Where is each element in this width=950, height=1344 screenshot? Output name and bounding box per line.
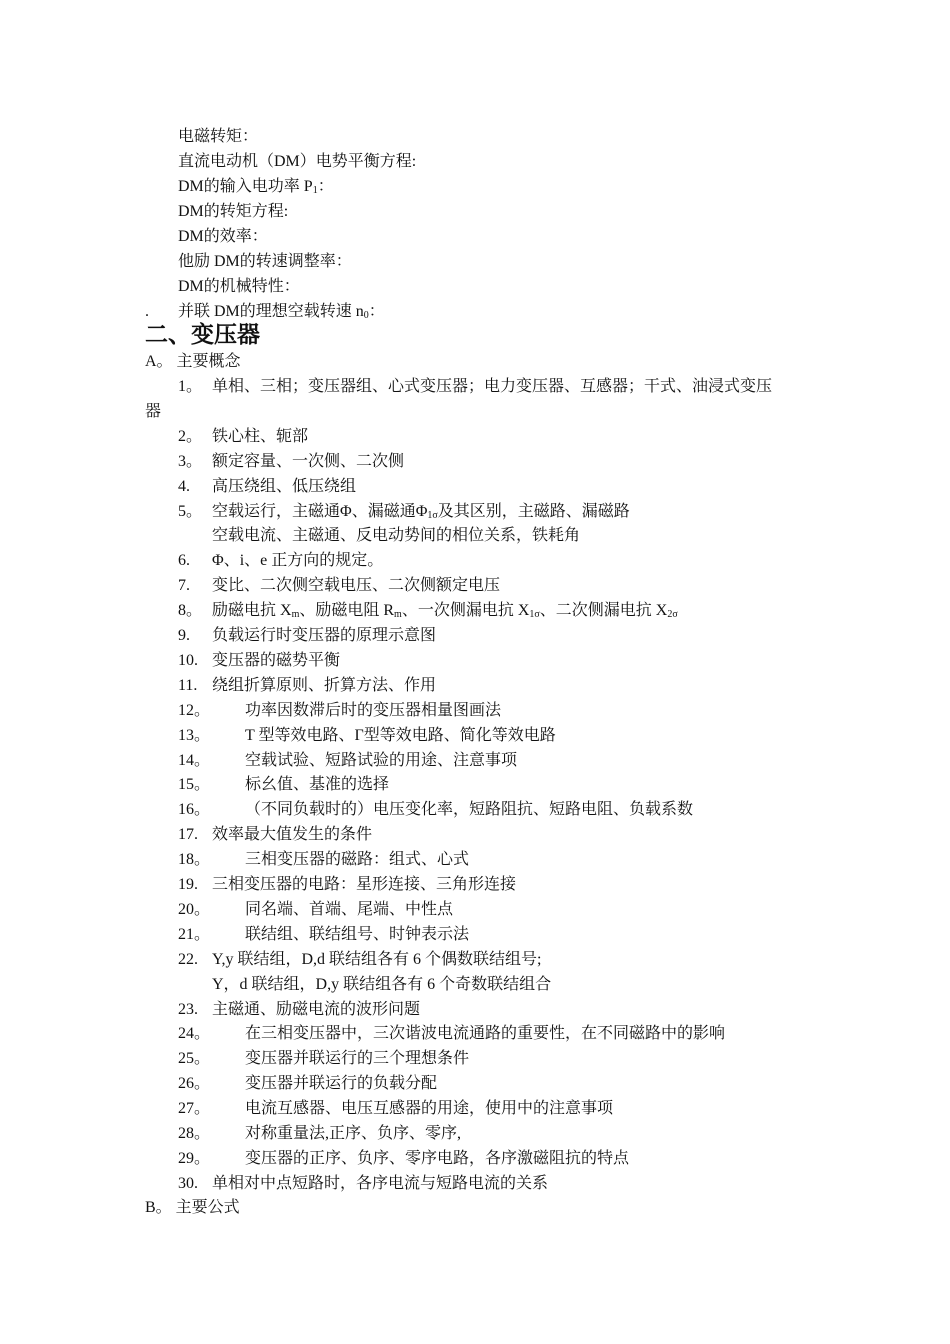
item-text: 高压绕组、低压绕组 <box>212 477 357 495</box>
item-number: 9. <box>178 627 190 644</box>
item-second-line: 空载电流、主磁通、反电动势间的相位关系，铁耗角 <box>212 527 581 545</box>
item-number: 26。 <box>178 1075 211 1093</box>
intro-line: DM的输入电功率 $P_1$： <box>178 178 334 196</box>
item-text: 变压器并联运行的三个理想条件 <box>245 1050 470 1068</box>
intro-line: DM的转矩方程: <box>178 203 289 220</box>
item-text: 效率最大值发生的条件 <box>212 826 373 844</box>
item-number: 15。 <box>178 776 211 794</box>
item-text: T 型等效电路、Γ型等效电路、简化等效电路 <box>245 726 556 744</box>
item-text: 空载试验、短路试验的用途、注意事项 <box>245 751 518 769</box>
item-number: 8。 <box>178 602 203 620</box>
item-text: 单相对中点短路时，各序电流与短路电流的关系 <box>212 1174 549 1192</box>
item-number: 30. <box>178 1174 198 1192</box>
item-number: 19. <box>178 876 198 893</box>
item-number: 4. <box>178 477 190 495</box>
item-text: 在三相变压器中，三次谐波电流通路的重要性，在不同磁路中的影响 <box>245 1025 726 1043</box>
item-text: 铁心柱、轭部 <box>212 427 309 445</box>
item-number: 29。 <box>178 1149 211 1167</box>
intro-line: 并联 DM的理想空载转速 $n_0$： <box>178 303 385 321</box>
intro-line: DM的机械特性： <box>178 278 300 295</box>
item-text: 绕组折算原则、折算方法、作用 <box>212 676 437 694</box>
intro-bullet: . <box>145 303 149 320</box>
item-text: 变压器的正序、负序、零序电路，各序激磁阻抗的特点 <box>245 1149 630 1167</box>
item-text: 变压器的磁势平衡 <box>212 651 341 669</box>
item-text: 三相变压器的电路：星形连接、三角形连接 <box>212 876 517 893</box>
item-number: 3。 <box>178 452 203 470</box>
item-text: Φ、i、e 正方向的规定。 <box>212 552 384 570</box>
item-number: 16。 <box>178 801 211 819</box>
item-number: 13。 <box>178 726 211 744</box>
item-text: 单相、三相；变压器组、心式变压器；电力变压器、互感器；干式、油浸式变压 <box>212 378 773 395</box>
section-a-title: A。 主要概念 <box>145 353 241 370</box>
item-number: 11. <box>178 676 198 694</box>
item-text: 同名端、首端、尾端、中性点 <box>245 900 454 918</box>
item-text: 对称重量法,正序、负序、零序, <box>245 1125 462 1142</box>
item-number: 18。 <box>178 851 211 869</box>
item-number: 25。 <box>178 1050 211 1068</box>
item-text: Y,y 联结组，D,d 联结组各有 6 个偶数联结组号; <box>212 950 542 968</box>
item-text: 励磁电抗 $X_m$、励磁电阻 $R_m$、一次侧漏电抗 $X_{1\sigma}$、二次侧漏电抗 $X_{2\sigma}$ <box>212 602 678 621</box>
item-text: 主磁通、励磁电流的波形问题 <box>212 1000 421 1018</box>
item-number: 28。 <box>178 1125 211 1142</box>
item-number: 12。 <box>178 701 211 719</box>
item-text: 变压器并联运行的负载分配 <box>245 1075 438 1093</box>
item-text: 空载运行，主磁通Φ、漏磁通$\Phi_{1\sigma}$及其区别，主磁路、漏磁路 <box>212 502 630 521</box>
item-second-line: Y，d 联结组，D,y 联结组各有 6 个奇数联结组合 <box>212 975 552 993</box>
item-number: 1。 <box>178 378 203 395</box>
item-number: 6. <box>178 552 190 570</box>
section-b-title: B。 主要公式 <box>145 1199 240 1216</box>
item-text: 负载运行时变压器的原理示意图 <box>212 627 437 644</box>
item-number: 10. <box>178 651 198 669</box>
intro-line: 电磁转矩： <box>178 128 259 145</box>
item-text: 三相变压器的磁路：组式、心式 <box>245 851 470 869</box>
item-text: 联结组、联结组号、时钟表示法 <box>245 925 470 943</box>
intro-line: DM的效率： <box>178 228 268 245</box>
item-number: 2。 <box>178 427 203 445</box>
section-heading: 二、变压器 <box>145 322 260 347</box>
item-number: 23. <box>178 1000 198 1018</box>
item-text: 电流互感器、电压互感器的用途，使用中的注意事项 <box>245 1100 614 1118</box>
intro-line: 他励 DM的转速调整率： <box>178 253 352 270</box>
item-number: 7. <box>178 577 190 595</box>
item-number: 27。 <box>178 1100 211 1118</box>
item-number: 17. <box>178 826 198 844</box>
item-text: 额定容量、一次侧、二次侧 <box>212 452 405 470</box>
item-number: 21。 <box>178 925 211 943</box>
item-number: 14。 <box>178 751 211 769</box>
item-text: （不同负载时的）电压变化率，短路阻抗、短路电阻、负载系数 <box>245 801 694 819</box>
item-text: 标幺值、基准的选择 <box>245 776 390 794</box>
item-text: 功率因数滞后时的变压器相量图画法 <box>245 701 502 719</box>
item-number: 5。 <box>178 502 203 520</box>
item-continuation: 器 <box>145 402 162 420</box>
item-text: 变比、二次侧空载电压、二次侧额定电压 <box>212 577 501 595</box>
intro-line: 直流电动机（DM）电势平衡方程: <box>178 153 417 170</box>
item-number: 24。 <box>178 1025 211 1043</box>
item-number: 20。 <box>178 900 211 918</box>
item-number: 22. <box>178 950 198 968</box>
